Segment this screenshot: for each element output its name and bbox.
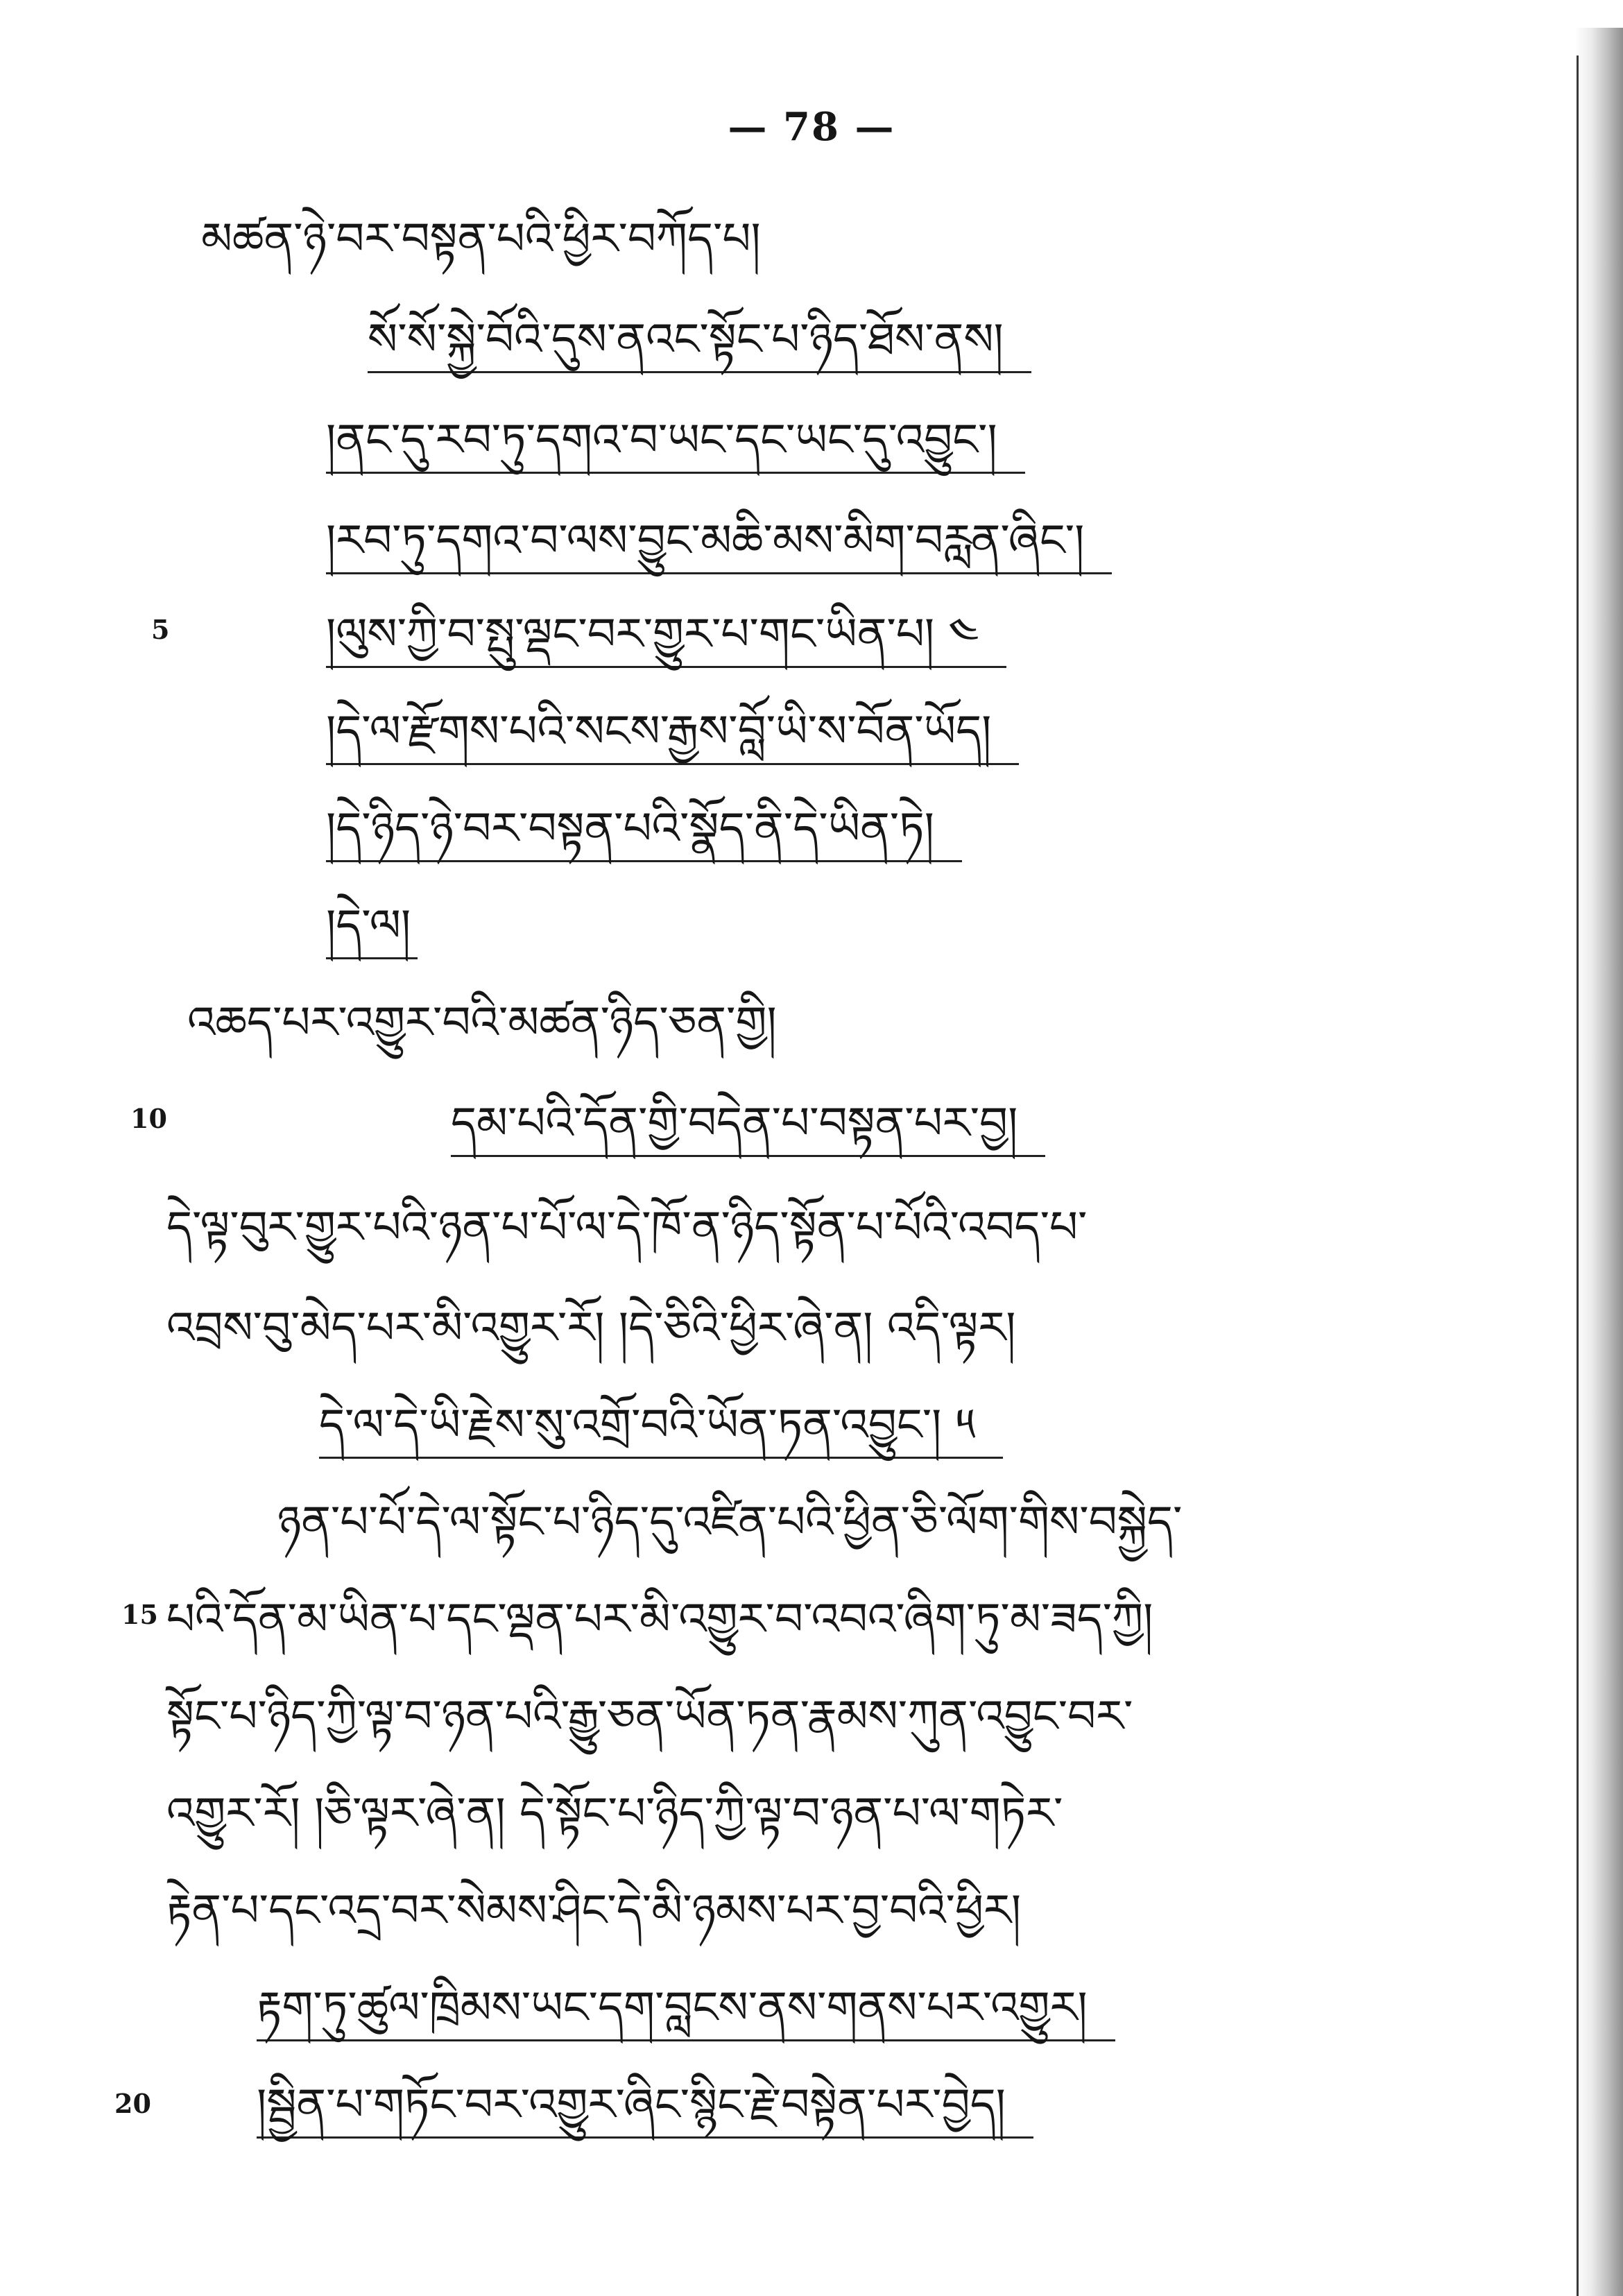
verse-line-3: །ནང་དུ་རབ་ཏུ་དགའ་བ་ཡང་དང་ཡང་དུ་འབྱུང་།	[326, 409, 1025, 474]
verse-line-8: །དེ་ལ།	[326, 895, 418, 959]
verse-line-13: དེ་ལ་དེ་ཡི་རྗེས་སུ་འགྲོ་བའི་ཡོན་ཏན་འབྱུང་། ༥	[319, 1394, 1003, 1459]
verse-line-20: །སྦྱིན་པ་གཏོང་བར་འགྱུར་ཞིང་སྙིང་རྗེ་བསྟེན་པར་བྱེད།	[257, 2074, 1033, 2139]
line-number-20: 20	[114, 2088, 151, 2119]
page-number: — 78 —	[728, 104, 895, 150]
line-number-15: 15	[121, 1599, 158, 1630]
prose-line-18: རྟེན་པ་དང་འདྲ་བར་སེམས་ཤིང་དེ་མི་ཉམས་པར་བྱ་བའི་ཕྱིར།	[166, 1885, 1022, 1937]
line-number-10: 10	[130, 1103, 167, 1134]
prose-line-15: པའི་དོན་མ་ཡིན་པ་དང་ལྡན་པར་མི་འགྱུར་བ་འབའ་ཞིག་ཏུ་མ་ཟད་ཀྱི།	[166, 1594, 1153, 1645]
prose-line-16: སྟོང་པ་ཉིད་ཀྱི་ལྟ་བ་ཉན་པའི་རྒྱུ་ཅན་ཡོན་ཏན་རྣམས་ཀུན་འབྱུང་བར་	[166, 1691, 1133, 1742]
prose-line-17: འགྱུར་རོ། །ཅི་ལྟར་ཞེ་ན། དེ་སྟོང་པ་ཉིད་ཀྱི་ལྟ་བ་ཉན་པ་ལ་གཏེར་	[166, 1788, 1063, 1840]
prose-line-12: འབྲས་བུ་མེད་པར་མི་འགྱུར་རོ། །དེ་ཅིའི་ཕྱིར་ཞེ་ན། འདི་ལྟར།	[166, 1303, 1016, 1354]
verse-line-5: །ལུས་ཀྱི་བ་སྤུ་ལྡང་བར་གྱུར་པ་གང་ཡིན་པ། ༤	[326, 603, 1006, 668]
verse-line-10: དམ་པའི་དོན་གྱི་བདེན་པ་བསྟན་པར་བྱ།	[451, 1093, 1045, 1157]
verse-line-2: སོ་སོ་སྐྱེ་བོའི་དུས་ནའང་སྟོང་པ་ཉིད་ཐོས་ནས།	[368, 309, 1031, 373]
verse-line-4: །རབ་ཏུ་དགའ་བ་ལས་བྱུང་མཆི་མས་མིག་བརླན་ཞིང་།	[326, 510, 1112, 574]
prose-line-11: དེ་ལྟ་བུར་གྱུར་པའི་ཉན་པ་པོ་ལ་དེ་ཁོ་ན་ཉིད་སྟོན་པ་པོའི་འབད་པ་	[166, 1202, 1088, 1253]
verse-line-7: །དེ་ཉིད་ཉེ་བར་བསྟན་པའི་སྣོད་ནི་དེ་ཡིན་ཏེ།	[326, 798, 962, 862]
verse-line-6: །དེ་ལ་རྫོགས་པའི་སངས་རྒྱས་བློ་ཡི་ས་བོན་ཡོད།	[326, 701, 1019, 765]
line-number-5: 5	[151, 614, 170, 645]
page-edge-line	[1577, 55, 1579, 2296]
text-line-1: མཚན་ཉེ་བར་བསྟན་པའི་ཕྱིར་བཀོད་པ།	[201, 214, 761, 265]
prose-line-14: ཉན་པ་པོ་དེ་ལ་སྟོང་པ་ཉིད་དུ་འཛིན་པའི་ཕྱིན་ཅི་ལོག་གིས་བསྐྱེད་	[277, 1497, 1183, 1548]
page-edge	[1574, 28, 1623, 2296]
verse-line-19: རྟག་ཏུ་ཚུལ་ཁྲིམས་ཡང་དག་བླངས་ནས་གནས་པར་འགྱུར།	[257, 1977, 1115, 2041]
text-line-9: འཆད་པར་འགྱུར་བའི་མཚན་ཉིད་ཅན་གྱི།	[187, 997, 777, 1049]
